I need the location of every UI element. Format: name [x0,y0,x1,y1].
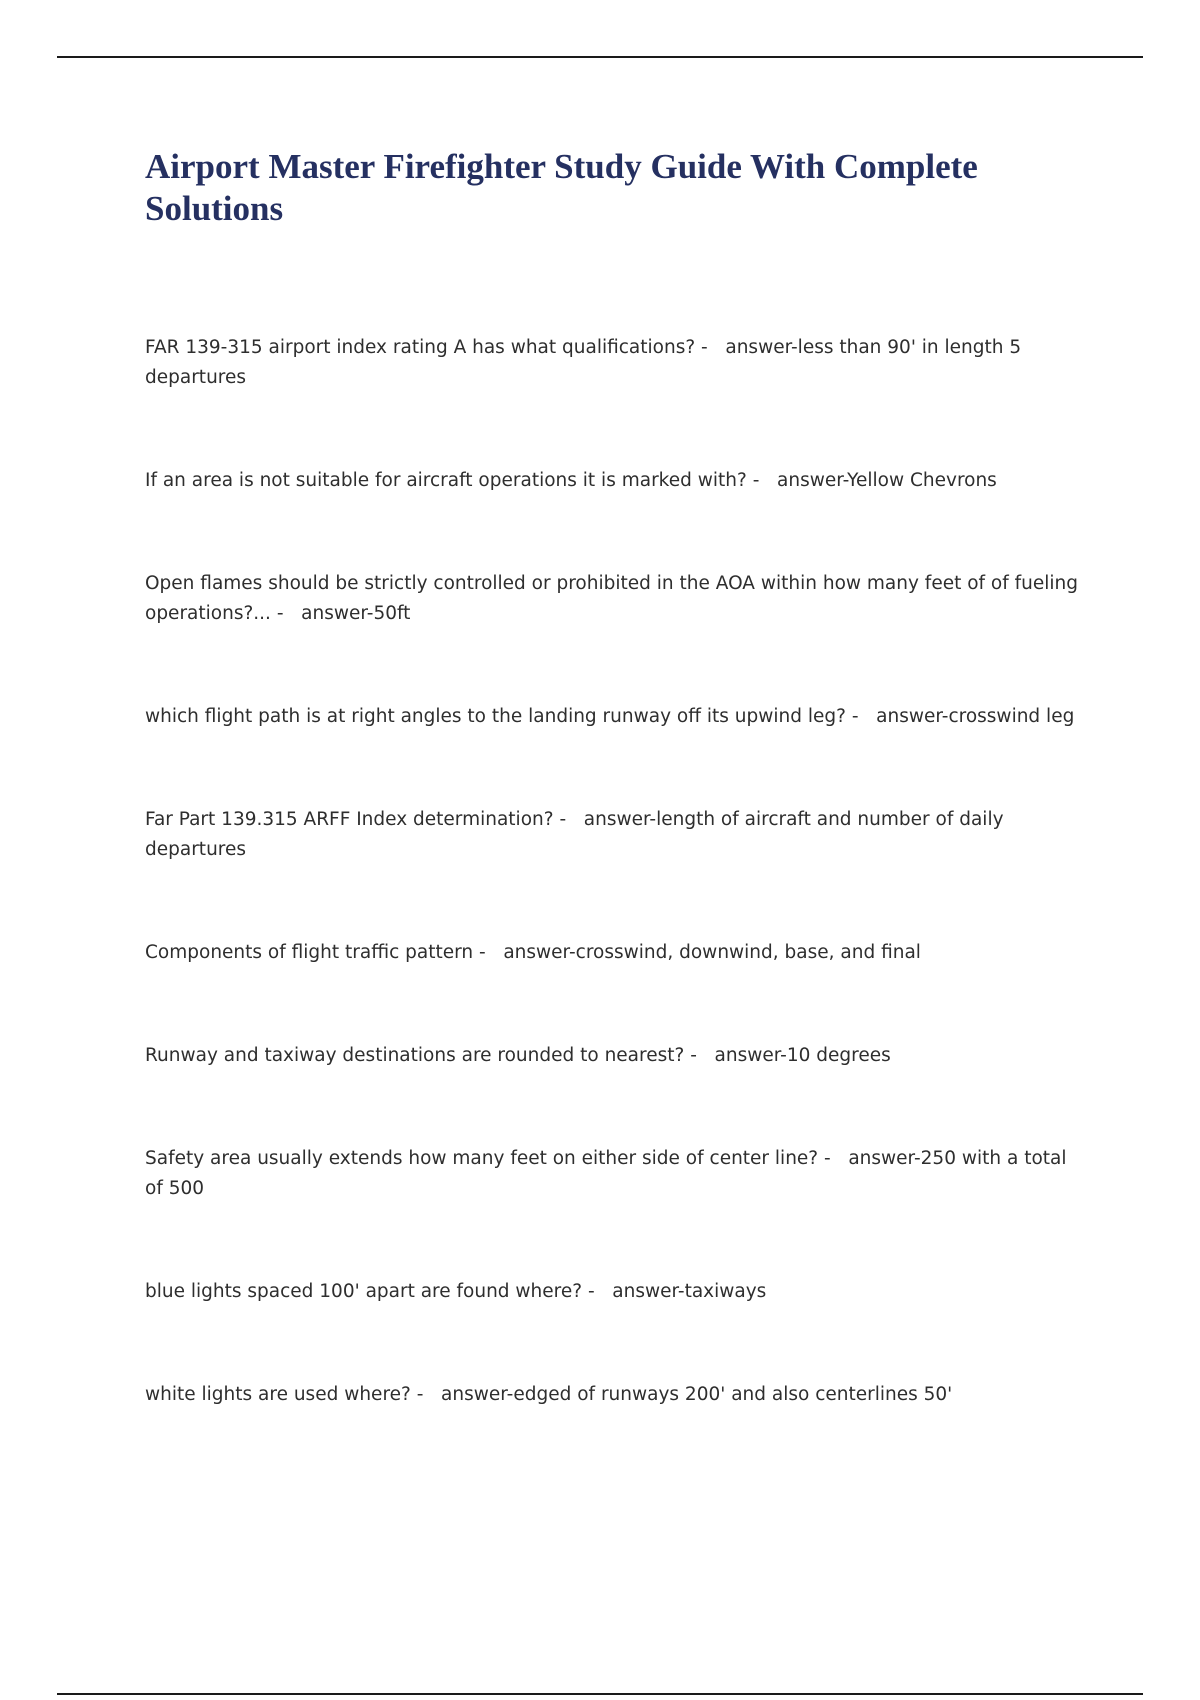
qa-answer: answer-250 with a total of 500 [145,1148,1067,1199]
qa-separator: - [582,1281,613,1302]
qa-separator: - [553,809,584,830]
qa-separator: - [695,337,726,358]
qa-item [145,805,1090,865]
qa-answer: answer-10 degrees [714,1045,891,1066]
qa-separator: - [410,1384,442,1405]
qa-question: white lights are used where? [145,1384,411,1405]
qa-question: which flight path is at right angles to the landing runway off its upwind leg? [145,706,846,727]
qa-question: Components of flight traffic pattern [145,942,474,963]
qa-separator: - [270,603,302,624]
footer-rule [57,1693,1143,1695]
qa-question: Runway and taxiway destinations are rounded to nearest? [145,1045,685,1066]
qa-answer: answer-length of aircraft and number of daily departures [145,809,1004,860]
qa-answer: answer-50ft [301,603,411,624]
qa-answer: answer-Yellow Chevrons [777,470,997,491]
qa-separator: - [818,1148,849,1169]
qa-separator: - [845,706,877,727]
qa-item [145,938,1090,968]
qa-separator: - [473,942,504,963]
qa-question: Open flames should be strictly controlled or prohibited in the AOA within how many feet of of fueling operations?... [145,573,1079,624]
qa-separator: - [746,470,778,491]
document-title: Airport Master Firefighter Study Guide With Complete Solutions [145,147,978,228]
qa-item [145,569,1090,629]
qa-separator: - [684,1045,715,1066]
qa-item [145,333,1090,393]
qa-question: Safety area usually extends how many feet on either side of center line? [145,1148,819,1169]
qa-answer: answer-less than 90' in length 5 departures [145,337,1022,388]
qa-answer: answer-crosswind leg [876,706,1075,727]
qa-question: Far Part 139.315 ARFF Index determination? [145,809,554,830]
qa-question: If an area is not suitable for aircraft operations it is marked with? [145,470,747,491]
qa-item [145,1041,1090,1071]
qa-item [145,702,1090,732]
qa-list [145,333,1090,1410]
qa-answer: answer-edged of runways 200' and also centerlines 50' [441,1384,953,1405]
header-rule [57,56,1143,58]
qa-item [145,1277,1090,1307]
qa-item [145,466,1090,496]
qa-question: FAR 139-315 airport index rating A has what qualifications? [145,337,696,358]
qa-answer: answer-crosswind, downwind, base, and final [503,942,921,963]
qa-question: blue lights spaced 100' apart are found where? [145,1281,583,1302]
qa-item [145,1380,1090,1410]
qa-answer: answer-taxiways [612,1281,767,1302]
qa-item [145,1144,1090,1204]
